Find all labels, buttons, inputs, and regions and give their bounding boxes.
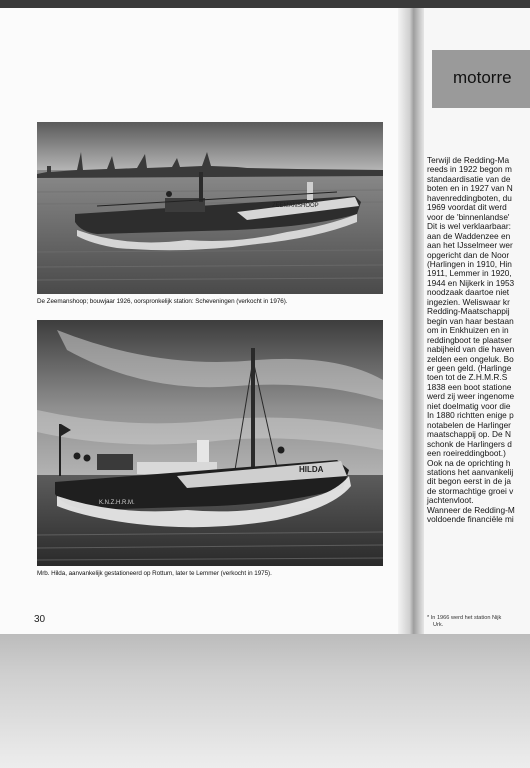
photo-hilda-image	[37, 320, 383, 566]
body-line: Dit is wel verklaarbaar:	[427, 221, 511, 232]
body-text	[427, 156, 530, 525]
photo-zeemanshoop	[37, 122, 383, 294]
body-line: reeds in 1922 begon m	[427, 164, 512, 175]
body-line: een roeireddingboot.)	[427, 448, 506, 459]
body-line: notabelen de Harlinger	[427, 419, 511, 430]
caption-zeemanshoop: De Zeemanshoop; bouwjaar 1926, oorspronkelijk station: Scheveningen (verkocht in 1976).	[37, 298, 288, 305]
body-line: Redding-Maatschappij	[427, 306, 510, 317]
body-line: nabijheid van die haven	[427, 344, 515, 355]
hull-lettering-zeemanshoop: ZEEMANSHOOP	[272, 203, 319, 209]
body-line: niet doelmatig voor die	[427, 400, 511, 411]
scan-top-edge	[0, 0, 530, 8]
chapter-header-box	[432, 50, 530, 108]
body-line: havenreddingboten, du	[427, 192, 512, 203]
body-line: 1838 een boot statione	[427, 381, 512, 392]
body-line: dit begon eerst in de ja	[427, 476, 511, 487]
footnote	[427, 615, 501, 629]
scan-background	[0, 634, 530, 768]
photo-hilda	[37, 320, 383, 566]
body-line: maatschappij op. De N	[427, 429, 511, 440]
body-line: stations het aanvankelij	[427, 466, 514, 477]
caption-hilda: Mrb. Hilda, aanvankelijk gestationeerd op Rottum, later te Lemmer (verkocht in 1975).	[37, 570, 272, 577]
body-line: er geen geld. (Harlinge	[427, 362, 512, 373]
body-line: jachtenvloot.	[427, 495, 474, 506]
body-line: schonk de Harlingers d	[427, 438, 512, 449]
body-line: Terwijl de Redding-Ma	[427, 155, 510, 165]
body-line: noodzaak daartoe niet	[427, 287, 510, 298]
hull-lettering-knzhrm: K.N.Z.H.R.M.	[99, 500, 135, 506]
chapter-title: motorre	[453, 68, 512, 87]
hull-lettering-hilda: HILDA	[299, 465, 324, 474]
body-line: boten en in 1927 van N	[427, 183, 513, 194]
body-line: aan het IJsselmeer wer	[427, 240, 513, 251]
page-number: 30	[34, 614, 46, 625]
body-line: 1911, Lemmer in 1920,	[427, 268, 512, 279]
body-line: ingezien. Weliswaar kr	[427, 296, 510, 307]
footnote-line: Urk.	[433, 622, 444, 628]
body-line: voldoende financiële mi	[427, 514, 514, 525]
body-line: zelden een ongeluk. Bo	[427, 353, 514, 364]
body-line: aan de Waddenzee en	[427, 230, 511, 241]
footnote-line: * In 1966 werd het station Nijk	[427, 615, 502, 621]
book-gutter	[398, 8, 424, 634]
body-line: toen tot de Z.H.M.R.S	[427, 372, 508, 383]
body-line: In 1880 richtten enige p	[427, 410, 514, 421]
body-line: begin van haar bestaan	[427, 315, 514, 326]
body-line: opgericht dan de Noor	[427, 249, 510, 260]
body-line: reddingboot te plaatser	[427, 334, 512, 345]
body-line: Ook na de oprichting h	[427, 457, 511, 468]
body-line: standaardisatie van de	[427, 173, 511, 184]
body-line: 1969 voordat dit werd	[427, 202, 507, 213]
body-line: Wanneer de Redding-M	[427, 504, 515, 515]
body-line: (Harlingen in 1910, Hin	[427, 258, 512, 269]
body-line: om in Enkhuizen en in	[427, 325, 509, 336]
photo-zeemanshoop-image	[37, 122, 383, 294]
body-line: voor de 'binnenlandse'	[427, 211, 510, 222]
body-line: 1944 en Nijkerk in 1953	[427, 277, 515, 288]
body-line: werd zij weer ingenome	[427, 391, 515, 402]
body-line: de stormachtige groei v	[427, 485, 514, 496]
